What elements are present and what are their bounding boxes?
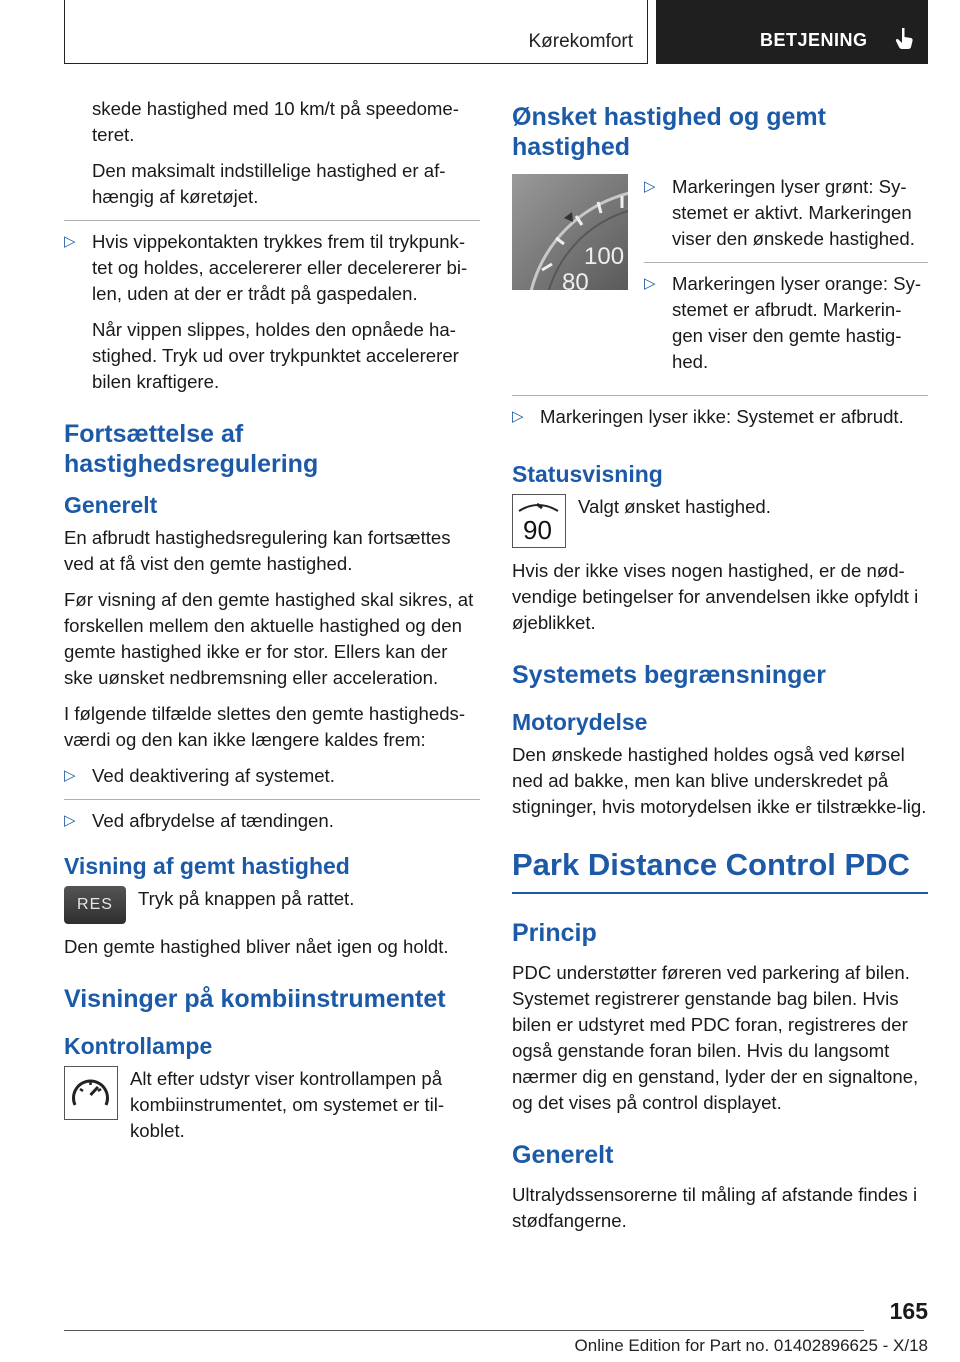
subheading-statusvisning: Statusvisning (512, 461, 663, 487)
status-paragraph: Hvis der ikke vises nogen hastighed, er de nød-vendige betingelser for anvendelsen ikke opfyldt i øjeblikket. (512, 560, 919, 633)
list-item (512, 404, 928, 430)
left-column (64, 96, 480, 1154)
visning-paragraph: Den gemte hastighed bliver nået igen og holdt. (64, 936, 449, 957)
res-button-row (64, 886, 480, 924)
status-row (512, 494, 928, 548)
triangle-bullet-icon: ▷ (644, 178, 656, 195)
list-item-text: Markeringen lyser ikke: Systemet er afbrudt. (540, 406, 904, 427)
status-text: Valgt ønsket hastighed. (578, 496, 771, 517)
heading-begraensninger: Systemets begrænsninger (512, 661, 826, 689)
list-item-text: Markeringen lyser orange: Sy-stemet er afbrudt. Markerin-gen viser den gemte hastig-hed. (672, 273, 922, 372)
heading-princip: Princip (512, 919, 597, 947)
res-button-label: RES (77, 896, 113, 913)
list-item-text: Markeringen lyser grønt: Sy-stemet er aktivt. Markeringen viser den ønskede hastighed. (672, 176, 915, 249)
footer-edition: Online Edition for Part no. 01402896625 - X/18 (574, 1336, 928, 1355)
pointing-hand-icon (892, 26, 916, 50)
continued-text: skede hastighed med 10 km/t på speedome-teret. (92, 98, 459, 145)
generelt-paragraph-3: I følgende tilfælde slettes den gemte hastigheds-værdi og den kan ikke længere kaldes frem: (64, 703, 466, 750)
list-item (64, 763, 480, 789)
list-item-text: Ved afbrydelse af tændingen. (92, 810, 334, 831)
indicator-light-text: Alt efter udstyr viser kontrollampen på kombiinstrumentet, om systemet er til-koblet. (130, 1068, 445, 1141)
header-title: Kørekomfort (528, 31, 633, 52)
cruise-control-indicator-icon (64, 1066, 118, 1120)
desired-speed-display-icon (512, 494, 566, 548)
list-item (644, 271, 928, 375)
divider (64, 220, 480, 221)
res-button-icon (64, 886, 126, 924)
princip-paragraph: PDC understøtter føreren ved parkering af bilen. Systemet registrerer genstande bag bilen. Hvis bilen er udstyret med PDC foran, registreres der også genstande foran bilen. Hvis du langsomt nærmer dig en genstand, lyder der en signaltone, og det vises på control displayet. (512, 962, 919, 1113)
divider (512, 395, 928, 396)
subheading-motorydelse: Motorydelse (512, 709, 648, 735)
header-title-tab (64, 0, 648, 64)
generelt-paragraph-2: Før visning af den gemte hastighed skal sikres, at forskellen mellem den aktuelle hastighed og den gemte hastighed ikke er for stor. Ellers kan der ske uønsket nedbremsning eller acceleration. (64, 589, 474, 688)
list-item (644, 174, 928, 252)
continued-text-2: Den maksimalt indstillelige hastighed er af-hængig af køretøjet. (92, 160, 446, 207)
heading-onsket: Ønsket hastighed og gemt hastighed (512, 103, 826, 161)
list-item-text: Ved deaktivering af systemet. (92, 765, 335, 786)
subheading-generelt: Generelt (64, 492, 158, 518)
right-column (512, 96, 928, 1244)
header-section-tab (656, 0, 928, 64)
triangle-bullet-icon: ▷ (644, 275, 656, 292)
speedometer-100: 100 (584, 243, 625, 270)
res-instruction: Tryk på knappen på rattet. (138, 888, 355, 909)
speedometer-image (512, 174, 628, 290)
indicator-light-row (64, 1066, 480, 1144)
subheading-kontrollampe: Kontrollampe (64, 1033, 213, 1059)
triangle-bullet-icon: ▷ (64, 233, 76, 250)
heading-pdc: Park Distance Control PDC (512, 846, 928, 894)
list-item (64, 229, 480, 307)
divider (64, 799, 480, 800)
subheading-visning: Visning af gemt hastighed (64, 853, 350, 879)
header-section-label: BETJENING (760, 30, 868, 50)
page-number: 165 (889, 1298, 928, 1324)
motor-paragraph: Den ønskede hastighed holdes også ved kørsel ned ad bakke, men kan blive underskredet på stigninger, hvis motorydelsen ikke er tilstrække-lig. (512, 744, 927, 817)
marker-list (644, 174, 928, 385)
heading-visninger: Visninger på kombiinstrumentet (64, 985, 446, 1013)
generelt-pdc-paragraph: Ultralydssensorerne til måling af afstande findes i stødfangerne. (512, 1184, 918, 1231)
generelt-paragraph-1: En afbrudt hastighedsregulering kan fortsættes ved at få vist den gemte hastighed. (64, 527, 451, 574)
list-item-text: Hvis vippekontakten trykkes frem til trykpunk-tet og holdes, accelererer eller decelererer bi-len, uden at der er trådt på gaspedalen. (92, 231, 468, 304)
triangle-bullet-icon: ▷ (512, 408, 524, 425)
triangle-bullet-icon: ▷ (64, 767, 76, 784)
list-item (64, 808, 480, 834)
speedometer-80: 80 (562, 269, 589, 290)
speedometer-row (512, 174, 928, 385)
footer-rule (64, 1330, 864, 1331)
list-item-continuation: Når vippen slippes, holdes den opnåede ha-stighed. Tryk ud over trykpunktet accelererer bilen kraftigere. (92, 319, 459, 392)
heading-fortsaettelse: Fortsættelse af hastighedsregulering (64, 420, 319, 478)
divider (644, 262, 928, 263)
status-speed-value: 90 (523, 515, 552, 545)
heading-generelt-pdc: Generelt (512, 1141, 614, 1169)
triangle-bullet-icon: ▷ (64, 812, 76, 829)
